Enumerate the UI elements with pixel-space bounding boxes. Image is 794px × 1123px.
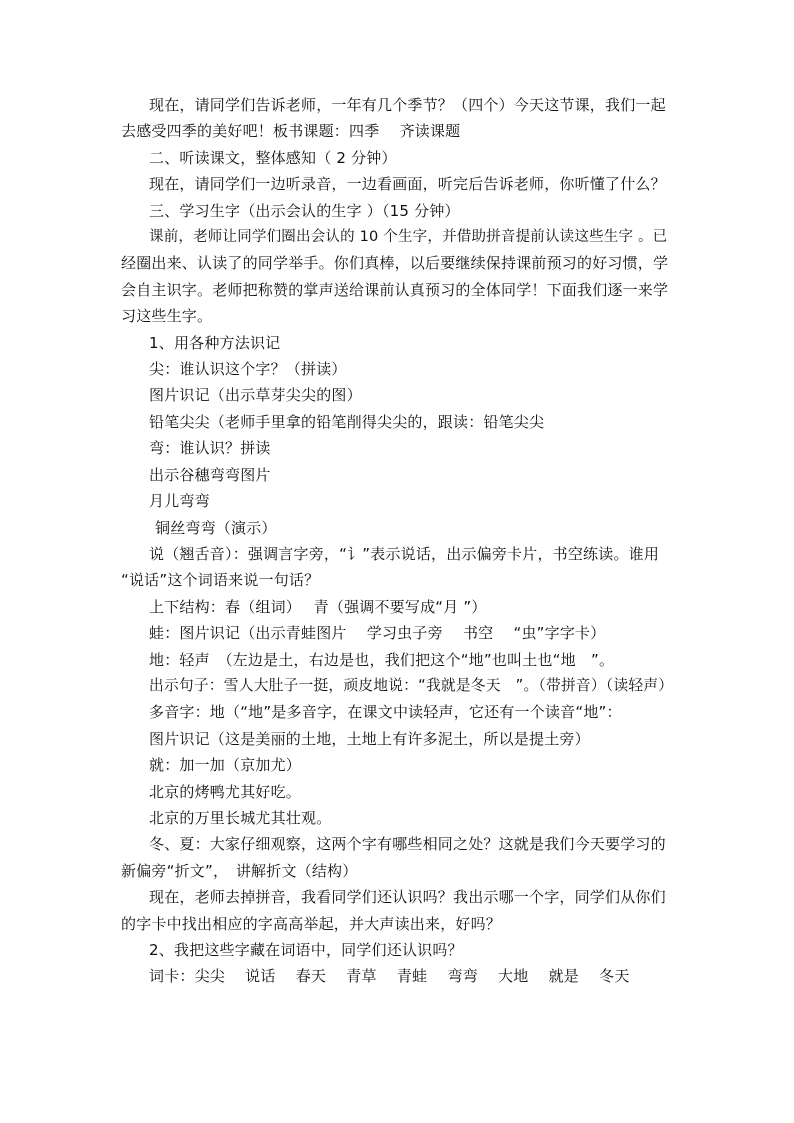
paragraph-line: 会自主识字。老师把称赞的掌声送给课前认真预习的全体同学！下面我们逐一来学	[121, 280, 669, 299]
paragraph-line: 上下结构：春（组词） 青（强调不要写成“月 ”）	[149, 597, 487, 616]
paragraph-line: 月儿弯弯	[149, 492, 210, 511]
document-body	[121, 92, 673, 990]
paragraph-line: 铜丝弯弯（演示）	[155, 518, 277, 537]
paragraph-line: 铅笔尖尖（老师手里拿的铅笔削得尖尖的，跟读：铅笔尖尖	[149, 412, 545, 431]
paragraph-line: 图片识记（出示草芽尖尖的图）	[149, 386, 362, 405]
paragraph-line: 新偏旁“折文”， 讲解折文（结构）	[121, 861, 358, 880]
paragraph-line: 现在，老师去掉拼音，我看同学们还认识吗？我出示哪一个字，同学们从你们	[149, 888, 666, 907]
paragraph-line: 说（翘舌音）：强调言字旁，“讠”表示说话，出示偏旁卡片，书空练读。谁用	[149, 544, 660, 563]
paragraph-line: 出示句子：雪人大肚子一挺，顽皮地说：“我就是冬天 ”。（带拼音）（读轻声）	[149, 676, 674, 694]
subsection-heading: 1、用各种方法识记	[149, 333, 281, 352]
paragraph-line: 习这些生字。	[121, 307, 213, 326]
paragraph-line: 北京的万里长城尤其壮观。	[149, 808, 332, 827]
paragraph-line: 蛙：图片识记（出示青蛙图片 学习虫子旁 书空 “虫”字字卡）	[149, 624, 606, 643]
paragraph-line: 弯：谁认识？拼读	[149, 439, 271, 458]
paragraph-line: 经圈出来、认读了的同学举手。你们真棒，以后要继续保持课前预习的好习惯，学	[121, 254, 669, 273]
paragraph-line: 冬、夏：大家仔细观察，这两个字有哪些相同之处？这就是我们今天要学习的	[149, 835, 666, 854]
paragraph-line: “说话”这个词语来说一句话？	[121, 571, 320, 590]
paragraph-line: 课前，老师让同学们圈出会认的 10 个生字，并借助拼音提前认读这些生字 。已	[149, 229, 668, 246]
paragraph-line: 尖：谁认识这个字？（拼读）	[149, 360, 347, 379]
paragraph-line: 北京的烤鸭尤其好吃。	[149, 782, 302, 801]
paragraph-line: 图片识记（这是美丽的土地，土地上有许多泥土，所以是提土旁）	[149, 729, 590, 748]
paragraph-line: 多音字：地（“地”是多音字，在课文中读轻声，它还有一个读音“地”：	[149, 703, 622, 722]
section-heading: 三、学习生字（出示会认的生字 ）（15 分钟）	[149, 201, 460, 220]
paragraph-line: 就：加一加（京加尤）	[149, 756, 302, 775]
paragraph-line: 词卡：尖尖 说话 春天 青草 青蛙 弯弯 大地 就是 冬天	[149, 967, 630, 986]
subsection-heading: 2、我把这些字藏在词语中，同学们还认识吗？	[149, 941, 463, 959]
paragraph-line: 的字卡中找出相应的字高高举起，并大声读出来，好吗？	[121, 914, 502, 933]
section-heading: 二、听读课文，整体感知（ 2 分钟）	[149, 148, 397, 167]
paragraph-line: 现在，请同学们告诉老师，一年有几个季节？（四个）今天这节课，我们一起	[149, 96, 666, 114]
paragraph-line: 地：轻声 （左边是土，右边是也，我们把这个“地”也叫土也“地 ”。	[149, 650, 615, 669]
paragraph-line: 去感受四季的美好吧！板书课题：四季 齐读课题	[121, 122, 461, 141]
paragraph-line: 出示谷穗弯弯图片	[149, 465, 271, 484]
paragraph-line: 现在，请同学们一边听录音，一边看画面，听完后告诉老师，你听懂了什么？	[149, 175, 666, 194]
